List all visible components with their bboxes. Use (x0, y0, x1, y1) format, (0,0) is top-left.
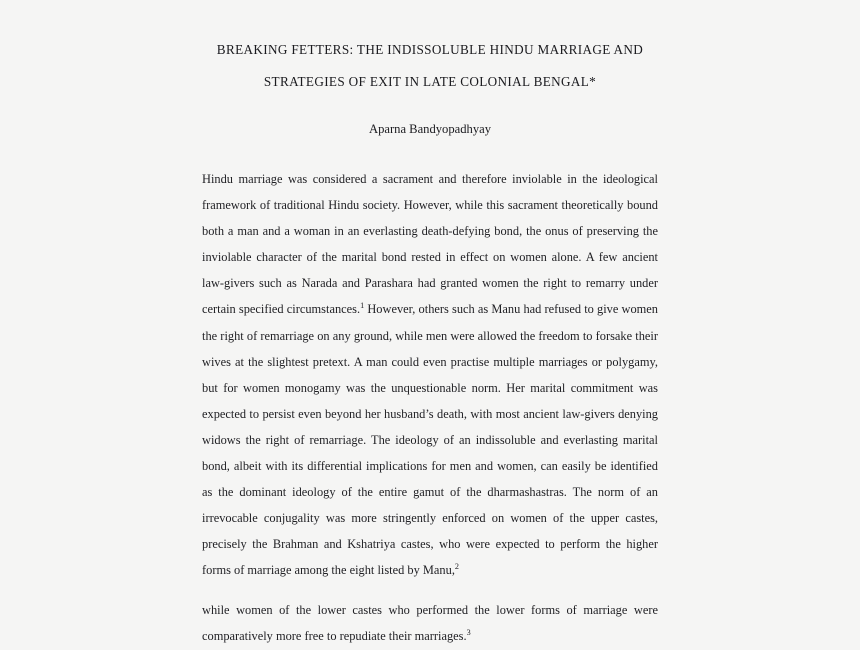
paper-author: Aparna Bandyopadhyay (368, 122, 492, 136)
document-content-column (202, 0, 658, 649)
paper-title-line-1: BREAKING FETTERS: THE INDISSOLUBLE HINDU MARRIAGE AND (216, 42, 644, 57)
paragraph-1-text-b: However, others such as Manu had refused to give women the right of remarriage on any ground, while men were allowed the freedom to forsake their wives at the slightest pretext. A man could even practise multiple marriages or polygamy, but for women monogamy was the unquestionable norm. Her marital commitment was expected to persist even beyond her husband’s death, with most ancient law-givers denying widows the right of remarriage. The ideology of an indissoluble and everlasting marital bond, albeit with its differential implications for men and women, can easily be identified as the dominant ideology of the entire gamut of the dharmashastras. The norm of an irrevocable conjugality was more stringently enforced on women of the upper castes, precisely the Brahman and Kshatriya castes, who were expected to perform the higher forms of marriage among the eight listed by Manu, (202, 302, 659, 578)
footnote-ref-1[interactable]: 1 (360, 301, 365, 311)
footnote-ref-3[interactable]: 3 (466, 627, 471, 637)
paragraph-2-text-a: while women of the lower castes who performed the lower forms of marriage were comparatively more free to repudiate their marriages. (202, 602, 658, 643)
title-block (202, 0, 658, 98)
paragraph-2 (202, 597, 658, 649)
paragraph-1-text-a: Hindu marriage was considered a sacrament and therefore inviolable in the ideological framework of traditional Hindu society. However, while this sacrament theoretically bound both a man and a woman in an everlasting death-defying bond, the onus of preserving the inviolable character of the marital bond rested in effect on women alone. A few ancient law-givers such as Narada and Parashara had granted women the right to remarry under certain specified circumstances. (202, 172, 658, 317)
paper-title-line-2: STRATEGIES OF EXIT IN LATE COLONIAL BENGAL* (263, 74, 597, 89)
paragraph-1 (202, 166, 658, 584)
paper-body (202, 166, 658, 649)
footnote-ref-2[interactable]: 2 (454, 562, 460, 572)
